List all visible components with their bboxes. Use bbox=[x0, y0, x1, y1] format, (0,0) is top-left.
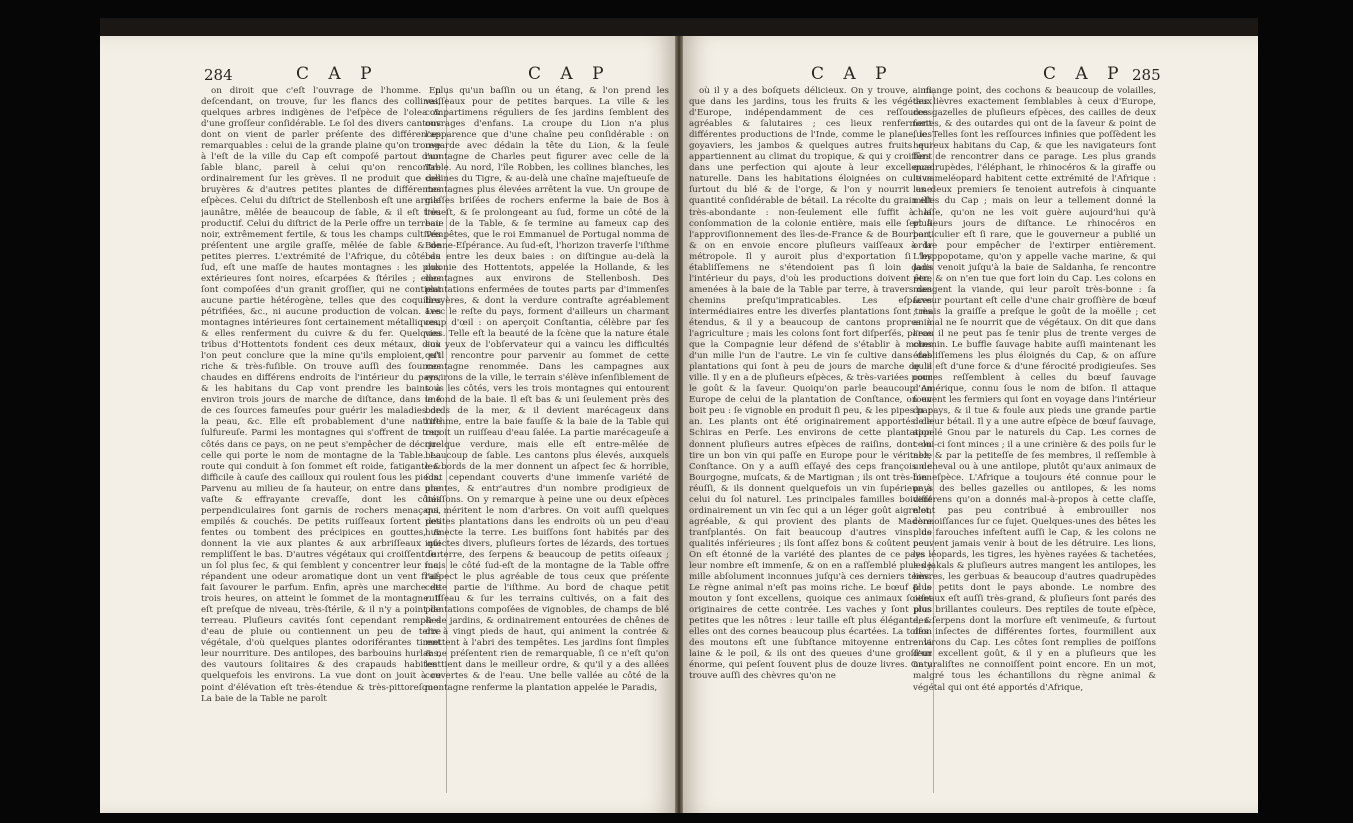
running-head-left: C A P bbox=[296, 64, 379, 84]
running-head-left: C A P bbox=[811, 64, 894, 84]
text-column-2 bbox=[425, 86, 669, 799]
left-page bbox=[100, 36, 675, 813]
text-column-2 bbox=[913, 86, 1156, 799]
running-head-right: C A P bbox=[1043, 64, 1126, 84]
right-page bbox=[683, 36, 1258, 813]
column-text: mange point, des cochons & beaucoup de volailles, des lièvres exactement ſemblables à ceux d'Europe, des gazelles de pluſieurs eſpèces, des cailles de deux ſortes, & des outardes qui ont de la ſaveur & point de ſuc. Telles ſont les reſſources infinies que poſſèdent les heureux habitans du Cap, & que les navigateurs ſont ſûrs de rencontrer dans ce parage. Les plus grands quadrupèdes, l'éléphant, le rhinocéros & la giraffe ou le cameléopard habitent cette extrémité de l'Afrique : les deux premiers ſe tenoient autrefois à cinquante milles du Cap ; mais on leur a tellement donné la chaſſe, qu'on ne les voit guère aujourd'hui qu'à pluſieurs jours de diſtance. Le rhinocéros en particulier eſt ſi rare, que le gouverneur a publié un ordre pour empêcher de l'extirper entièrement. L'hyppopotame, qu'on y appelle vache marine, & qui jadis venoit juſqu'à la baie de Saldanha, ſe rencontre peu, & on n'en tue que fort loin du Cap. Les colons en mangent la viande, qui leur paroît très-bonne : ſa ſaveur pourtant eſt celle d'une chair groſſière de bœuf ; mais la graiſſe a preſque le goût de la moëlle ; cet animal ne ſe nourrit que de végétaux. On dit que dans l'eau il ne peut pas ſe tenir plus de trente verges de chemin. Le buffle ſauvage habite auſſi maintenant les établiſſemens les plus éloignés du Cap, & on aſſure qu'il eſt d'une force & d'une férocité prodigieuſes. Ses cornes reſſemblent à celles du bœuf ſauvage d'Amérique, connu ſous le nom de biſon. Il attaque ſouvent les fermiers qui ſont en voyage dans l'intérieur du pays, & il tue & foule aux pieds une grande partie de leur bétail. Il y a une autre eſpèce de bœuf ſauvage, appelé Gnou par le naturels du Cap. Les cornes de celui-ci ſont minces ; il a une crinière & des poils ſur le nez, & par la petiteſſe de ſes membres, il reſſemble à un cheval ou à une antilope, plutôt qu'aux animaux de ſon eſpèce. L'Afrique a toujours été connue pour le pays des belles gazelles ou antilopes, & les noms différens qu'on a donnés mal-à-propos à cette claſſe, n'ont pas peu contribué à embrouiller nos connoiſſances ſur ce ſujet. Quelques-unes des bêtes les plus farouches infeſtent auſſi le Cap, & les colons ne peuvent jamais venir à bout de les détruire. Les lions, les léopards, les tigres, les hyènes rayées & tachetées, les jakals & pluſieurs autres mangent les antilopes, les lièvres, les gerbuas & beaucoup d'autres quadrupèdes plus petits dont le pays abonde. Le nombre des oiſeaux eſt auſſi très-grand, & pluſieurs ſont parés des plus brillantes couleurs. Des reptiles de toute eſpèce, des ſerpens dont la morſure eſt venimeuſe, & ſurtout des inſectes de différentes ſortes, fourmillent aux environs du Cap. Les côtes ſont remplies de poiſſons d'un excellent goût, & il y en a pluſieurs que les naturaliſtes ne connoiſſent point encore. En un mot, malgré tous les échantillons du règne animal & végétal qui ont été apportés d'Afrique, bbox=[913, 86, 1156, 693]
book-top-edge bbox=[100, 18, 1258, 38]
page-number: 285 bbox=[1132, 66, 1161, 84]
page-number: 284 bbox=[204, 66, 233, 84]
left-page-header bbox=[100, 64, 675, 86]
running-head-right: C A P bbox=[528, 64, 611, 84]
book-gutter bbox=[675, 36, 683, 813]
column-text: on diroit que c'eſt l'ouvrage de l'homme. En deſcendant, on trouve, ſur les flancs des collines, quelques arbres indigènes de l'eſpèce de l'olea & d'une groſſeur conſidérable. Le ſol des divers cantons dont on vient de parler préſente des différences remarquables : celui de la grande plaine qu'on trouve à l'eſt de la ville du Cap eſt compoſé partout d'un ſable blanc, pareil à celui qu'on rencontre ordinairement ſur les grèves. Il ne produit que des bruyères & d'autres petites plantes de différentes eſpèces. Celui du diſtrict de Stellenbosh eſt une argile jaunâtre, mêlée de beaucoup de ſable, & il eſt très productif. Celui du diſtrict de la Perle offre un terreau noir, extrêmement fertile, & tous les champs cultivés préſentent une argile graſſe, mêlée de ſable & de petites pierres. L'extrémité de l'Afrique, du côté du ſud, eſt une maſſe de hautes montagnes : les plus extérieures ſont noires, eſcarpées & ſtériles ; elles ſont compoſées d'un granit groſſier, qui ne contient aucune partie hétérogène, telles que des coquilles pétrifiées, &c., ni aucune production de volcan. Les montagnes intérieures ſont certainement métalliques, & elles renferment du cuivre & du fer. Quelques tribus d'Hottentots fondent ces deux métaux, d'où l'on peut conclure que la mine qu'ils emploient, eſt riche & très-fuſible. On trouve auſſi des ſources chaudes en différens endroits de l'intérieur du pays, & les habitans du Cap vont prendre les bains à environ trois jours de marche de diſtance, dans une de ces ſources fameuſes pour guérir les maladies de la peau, &c. Elle eſt probablement d'une nature ſulfureuſe. Parmi les montagnes qui s'offrent de tous côtés dans ce pays, on ne peut s'empêcher de décrire celle qui porte le nom de montagne de la Table. La route qui conduit à ſon ſommet eſt roide, fatigante & difficile à cauſe des cailloux qui roulent ſous les pieds. Parvenu au milieu de ſa hauteur, on entre dans une vaſte & effrayante crevaſſe, dont les côtés perpendiculaires ſont garnis de rochers menaçans, empilés & couchés. De petits ruiſſeaux ſortent des fentes ou tombent des précipices en gouttes, & donnent la vie aux plantes & aux arbriſſeaux qui rempliſſent le bas. D'autres végétaux qui croiſſent ſur un ſol plus ſec, & qui ſemblent y concentrer leur ſuc, répandent une odeur aromatique dont un vent frais fait ſavourer le parfum. Enfin, après une marche de trois heures, on atteint le ſommet de la montagne. Il eſt preſque de niveau, très-ſtérile, & il n'y a point de terreau. Pluſieurs cavités ſont cependant remplies d'eau de pluie ou contiennent un peu de terre végétale, d'où quelques plantes odoriférantes tirent leur nourriture. Des antilopes, des barbouins hurlans, des vautours ſolitaires & des crapauds habitent quelquefois les environs. La vue dont on jouit à ce point d'élévation eſt très-étendue & très-pittoreſque. La baie de la Table ne paroît bbox=[201, 86, 441, 704]
column-text: où il y a des boſquets délicieux. On y trouve, ainſi que dans les jardins, tous les fruits & les végétaux d'Europe, indépendamment de ces reſſources agréables & ſalutaires ; ces lieux renferment différentes productions de l'Inde, comme le plane, les goyaviers, les jambos & quelques autres fruits qui appartiennent au climat du tropique, & qui y croiſſent dans une perfection qui ajoute à leur excellence naturelle. Dans les habitations éloignées on cultive ſurtout du blé & de l'orge, & l'on y nourrit une quantité conſidérable de bétail. La récolte du grain eſt très-abondante : non-ſeulement elle ſuffit à la conſommation de la colonie entière, mais elle ſert à l'approviſionnement des îles-de-France & de Bourbon, & on en envoie encore pluſieurs vaiſſeaux à la métropole. Il y auroit plus d'exportation ſi les établiſſemens ne s'étendoient pas ſi loin dans l'intérieur du pays, d'où les productions doivent être amenées à la baie de la Table par terre, à travers des chemins preſqu'impraticables. Les eſpaces intermédiaires entre les diverſes plantations ſont très étendus, & il y a beaucoup de cantons propres à l'agriculture ; mais les colons ſont fort diſperſés, parce que la Compagnie leur défend de s'établir à moins d'un mille l'un de l'autre. Le vin ſe cultive dans des plantations qui ſont à peu de jours de marche de la ville. Il y en a de pluſieurs eſpèces, & très-variées pour le goût & la ſaveur. Quoiqu'on parle beaucoup en Europe de celui de la plantation de Conſtance, on en boit peu : ſe vignoble en produit ſi peu, & les pipes par an. Les plants ont été originairement apportés de Schiras en Perſe. Les environs de cette plantation donnent pluſieurs autres eſpèces de raiſins, dont on tire un bon vin qui paſſe en Europe pour le véritable Conſtance. On y a auſſi eſſayé des ceps françois de Bourgogne, muſcats, & de Martignan ; ils ont très-bien réuſſi, & ils donnent quelquefois un vin ſupérieur à celui du ſol naturel. Les principales familles boivent ordinairement un vin ſec qui a un léger goût aigrelet, agréable, & qui provient des plants de Madère tranſplantés. On fait beaucoup d'autres vins de qualités inférieures ; ils ſont aſſez bons & coûtent peu. On eſt étonné de la variété des plantes de ce pays : leur nombre eſt immenſe, & on en a raſſemblé plus de mille abſolument inconnues juſqu'à ces derniers tems. Le règne animal n'eſt pas moins riche. Le bœuf & le mouton y ſont excellens, quoique ces animaux ſoient originaires de cette contrée. Les vaches y ſont plus petites que les nôtres : leur taille eſt plus élégante, & elles ont des cornes beaucoup plus écartées. La toiſon des moutons eſt une ſubſtance mitoyenne entre la laine & le poil, & ils ont des queues d'une groſſeur énorme, qui peſent ſouvent plus de douze livres. On y trouve auſſi des chèvres qu'on ne bbox=[689, 86, 932, 682]
column-text: plus qu'un baſſin ou un étang, & l'on prend les vaiſſeaux pour de petites barques. La ville & les compartimens réguliers de ſes jardins ſemblent des ouvrages d'enfans. La croupe du Lion n'a plus l'apparence que d'une chaîne peu conſidérable : on regarde avec dédain la tête du Lion, & la ſeule montagne de Charles peut figurer avec celle de la Table. Au nord, l'île Robben, les collines blanches, les collines du Tigre, & au-delà une chaîne majeſtueuſe de montagnes plus élevées arrêtent la vue. Un groupe de maſſes briſées de rochers enferme la baie de Bos à l'oueſt, & ſe prolongeant au ſud, forme un côté de la baie de la Table, & ſe termine au fameux cap des Tempêtes, que le roi Emmanuel de Portugal nomma de Bonne-Eſpérance. Au ſud-eſt, l'horizon traverſe l'iſthme bas entre les deux baies : on diſtingue au-delà la colonie des Hottentots, appelée la Hollande, & les montagnes aux environs de Stellenbosh. Des plantations enfermées de toutes parts par d'immenſes bruyères, & dont la verdure contraſte agréablement avec le reſte du pays, forment d'ailleurs un charmant coup d'œil : on aperçoit Conſtantia, célèbre par ſes vins. Telle eſt la beauté de la ſcène que la nature étale aux yeux de l'obſervateur qui a vaincu les difficultés qu'il rencontre pour parvenir au ſommet de cette montagne renommée. Dans les campagnes aux environs de la ville, le terrain s'élève inſenſiblement de tous les côtés, vers les trois montagnes qui entourent le fond de la baie. Il eſt bas & uni ſeulement près des bords de la mer, & il devient marécageux dans l'iſthme, entre la baie fauſſe & la baie de la Table qui reçoit un ruiſſeau d'eau ſalée. La partie marécageuſe a quelque verdure, mais elle eſt entre-mêlée de beaucoup de ſable. Les cantons plus élevés, auxquels les bords de la mer donnent un aſpect ſec & horrible, ſont cependant couverts d'une immenſe variété de plantes, & entr'autres d'un nombre prodigieux de buiſſons. On y remarque à peine une ou deux eſpèces qui méritent le nom d'arbres. On voit auſſi quelques petites plantations dans les endroits où un peu d'eau humecte la terre. Les buiſſons ſont habités par des inſectes divers, pluſieurs ſortes de lézards, des tortues de terre, des ſerpens & beaucoup de petits oiſeaux ; mais le côté ſud-eſt de la montagne de la Table offre l'aſpect le plus agréable de tous ceux que préſente cette partie de l'iſthme. Au bord de chaque petit ruiſſeau & ſur les terrains cultivés, on a fait des plantations compoſées de vignobles, de champs de blé & de jardins, & ordinairement entourées de chênes de dix à vingt pieds de haut, qui animent la contrée & mettent à l'abri des tempêtes. Les jardins ſont ſimples & ne préſentent rien de remarquable, ſi ce n'eſt qu'on les tient dans le meilleur ordre, & qu'il y a des allées couvertes & de l'eau. Une belle vallée au côté de la montagne renferme la plantation appelée le Paradis, bbox=[425, 86, 669, 693]
text-column-1 bbox=[201, 86, 441, 799]
right-page-header bbox=[683, 64, 1258, 86]
open-book bbox=[100, 18, 1258, 813]
text-column-1 bbox=[689, 86, 932, 799]
